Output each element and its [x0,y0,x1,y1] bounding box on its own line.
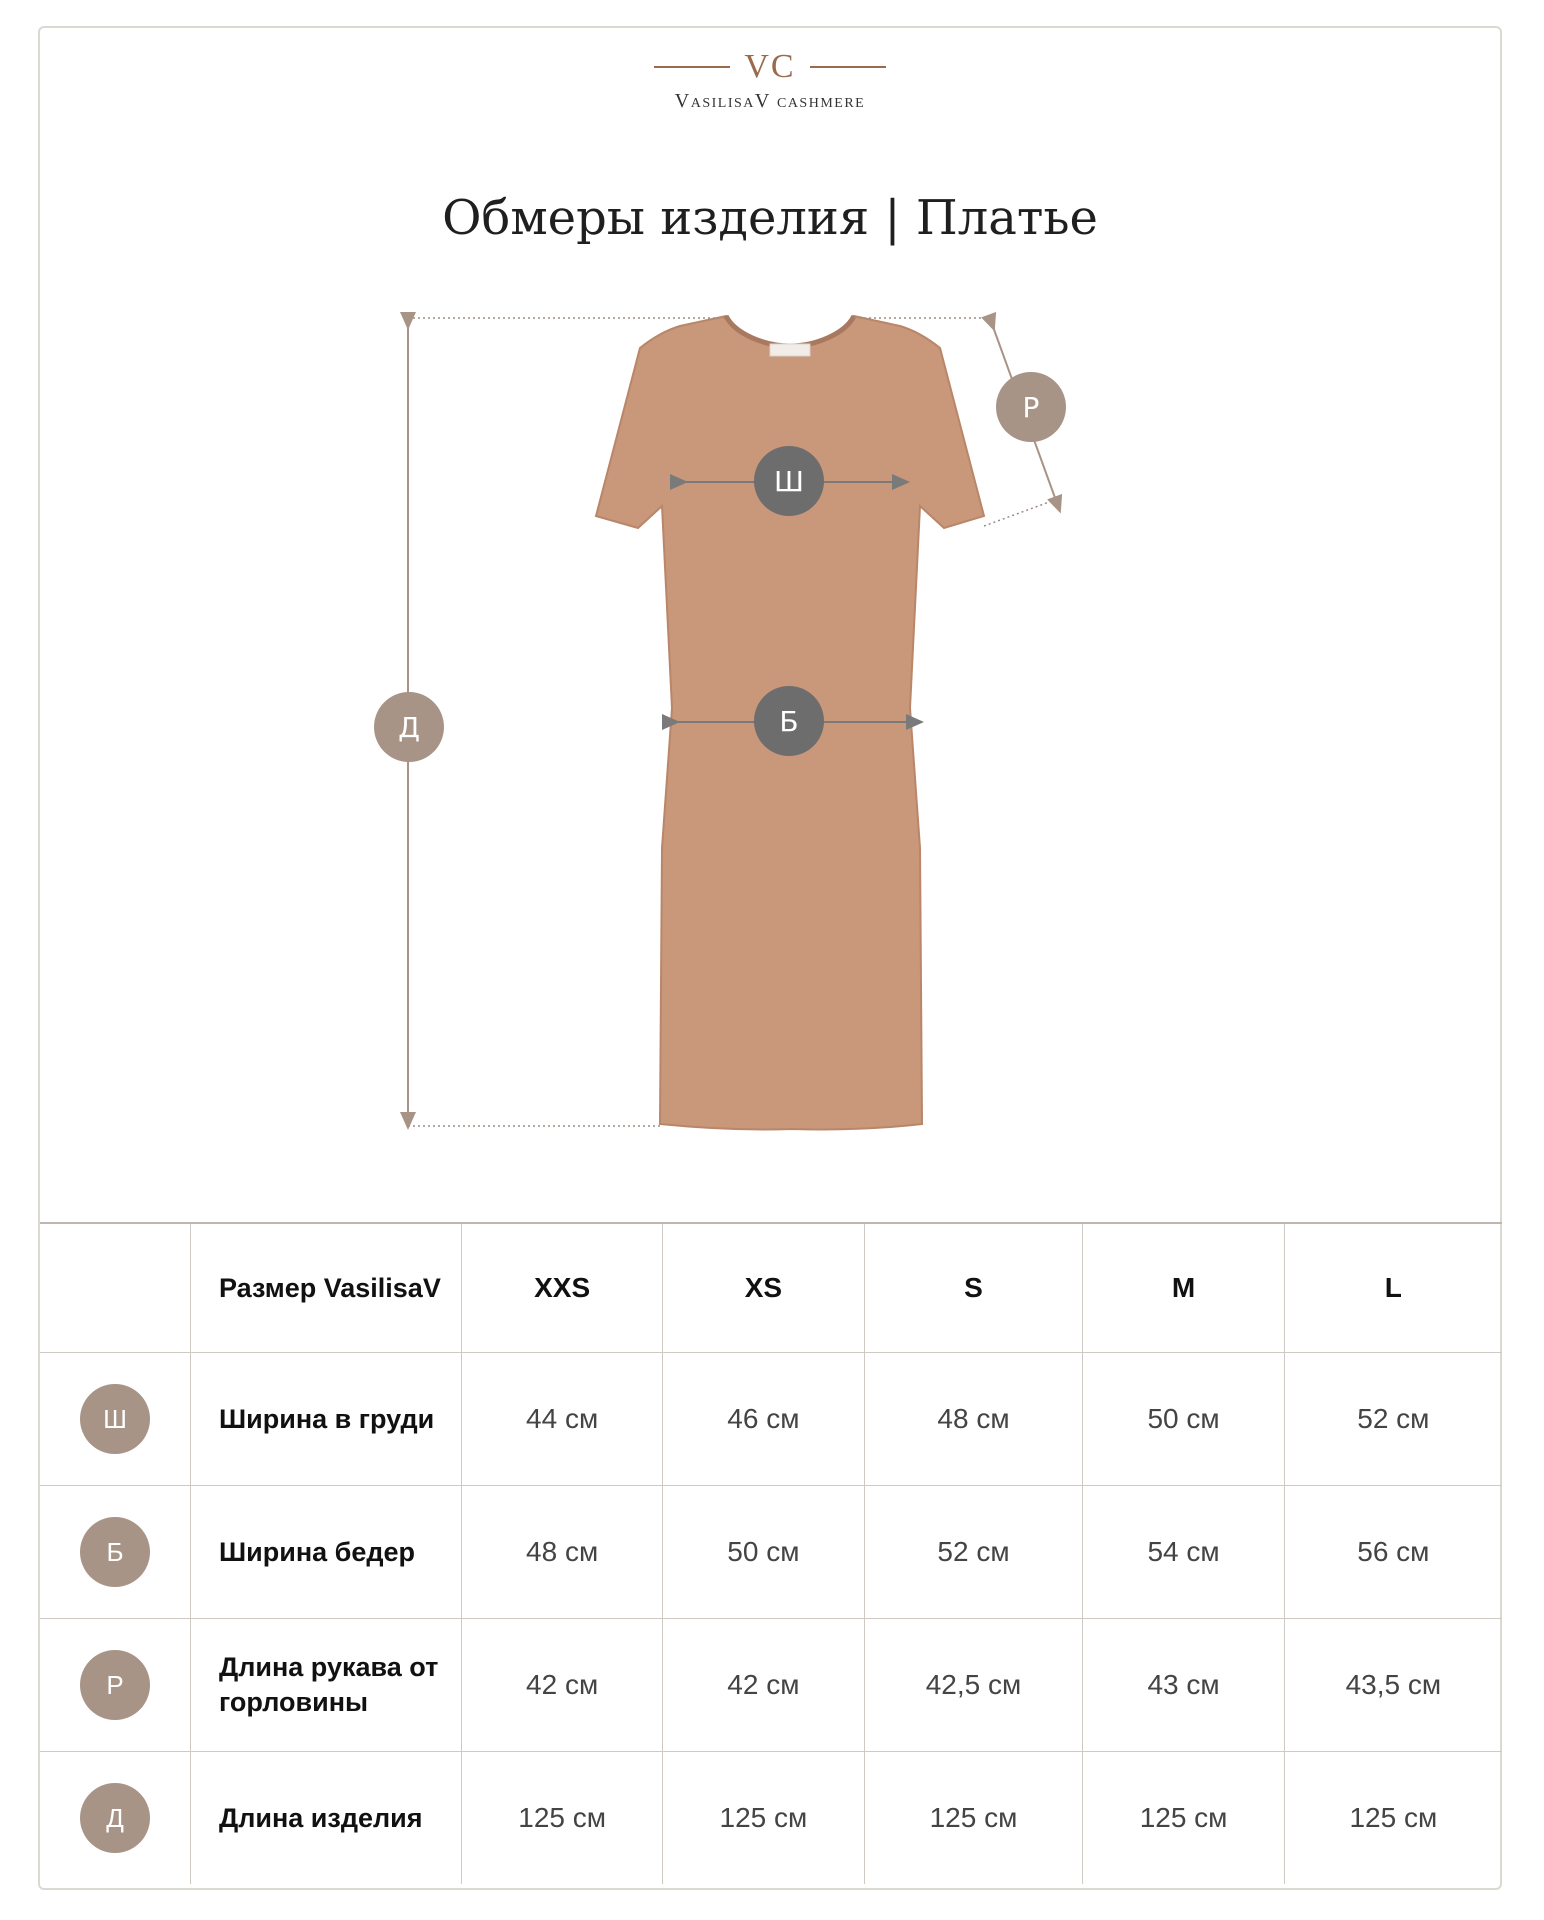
dress-measurement-figure [40,28,1504,1228]
size-header: L [1284,1223,1502,1353]
length-marker: Д [374,692,444,762]
table-cell: 44 см [462,1353,663,1486]
size-table [40,1222,1502,1884]
size-header: S [864,1223,1083,1353]
table-cell: 125 см [462,1752,663,1885]
page-title: Обмеры изделия | Платье [442,190,1098,246]
header-size-label: Размер VasilisaV [191,1223,462,1353]
table-cell: 125 см [1284,1752,1502,1885]
size-header: XXS [462,1223,663,1353]
row-marker: Ш [80,1384,150,1454]
table-cell: 42,5 см [864,1619,1083,1752]
row-label: Ширина в груди [191,1353,462,1486]
logo-monogram: VC [744,48,796,85]
table-row [40,1353,1502,1486]
table-cell: 42 см [663,1619,864,1752]
row-label: Длина изделия [191,1752,462,1885]
row-marker: Р [80,1650,150,1720]
size-chart-card [38,26,1502,1890]
table-cell: 48 см [864,1353,1083,1486]
table-cell: 125 см [1083,1752,1284,1885]
table-cell: 125 см [864,1752,1083,1885]
dress-illustration [40,28,1504,1228]
size-header: M [1083,1223,1284,1353]
brand-name: VasilisaV cashmere [674,90,866,112]
chest-marker: Ш [754,446,824,516]
row-label: Ширина бедер [191,1486,462,1619]
sleeve-marker: Р [996,372,1066,442]
size-header: XS [663,1223,864,1353]
table-cell: 42 см [462,1619,663,1752]
row-label: Длина рукава от горловины [191,1619,462,1752]
table-row [40,1486,1502,1619]
table-row [40,1752,1502,1885]
header-empty-cell [40,1223,191,1353]
row-marker: Д [80,1783,150,1853]
table-cell: 43 см [1083,1619,1284,1752]
table-cell: 56 см [1284,1486,1502,1619]
table-cell: 125 см [663,1752,864,1885]
table-row [40,1619,1502,1752]
table-cell: 52 см [1284,1353,1502,1486]
table-cell: 54 см [1083,1486,1284,1619]
row-marker: Б [80,1517,150,1587]
table-header-row [40,1223,1502,1353]
table-cell: 52 см [864,1486,1083,1619]
table-cell: 48 см [462,1486,663,1619]
table-cell: 43,5 см [1284,1619,1502,1752]
table-cell: 46 см [663,1353,864,1486]
hips-marker: Б [754,686,824,756]
table-cell: 50 см [663,1486,864,1619]
table-cell: 50 см [1083,1353,1284,1486]
